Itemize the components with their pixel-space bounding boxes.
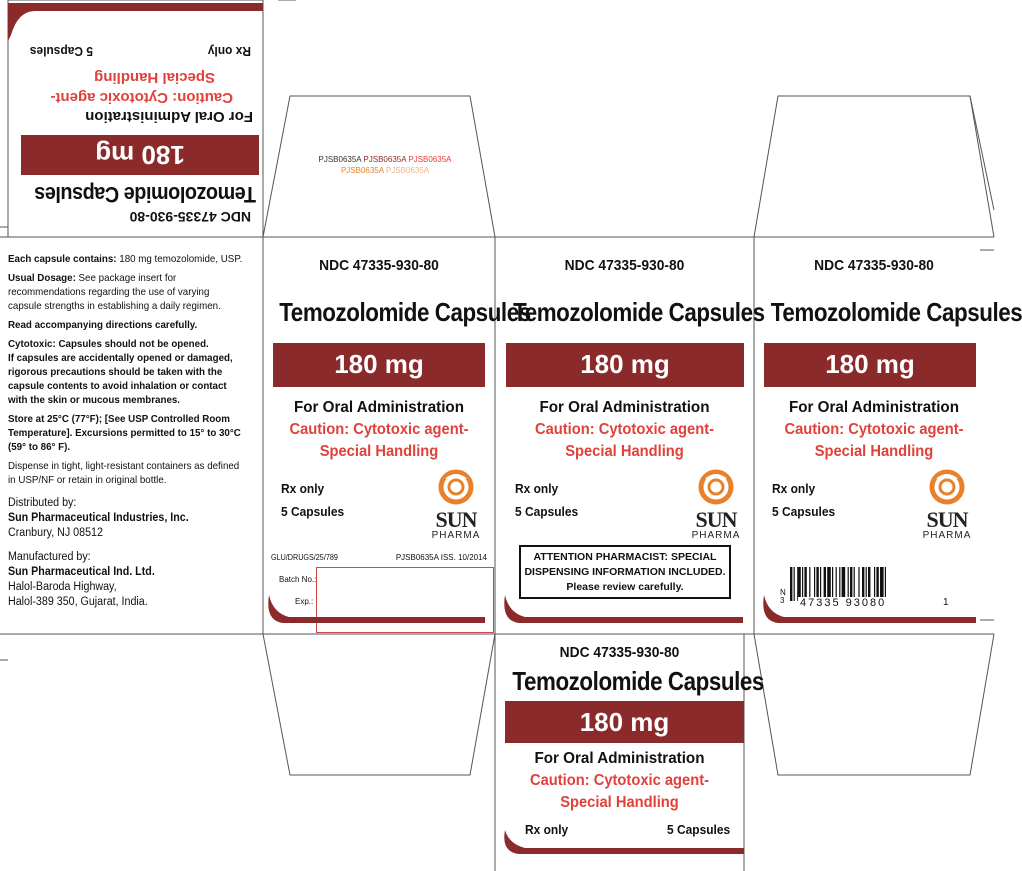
route-text: For Oral Administration (788, 399, 960, 416)
strength-band (505, 701, 744, 743)
strength-text: 180 mg (580, 349, 670, 379)
rx-only-text: Rx only (525, 822, 569, 837)
read-directions-paragraph: Read accompanying directions carefully. (8, 319, 198, 331)
capsule-count-text: 5 Capsules (772, 504, 836, 519)
ndc-text: NDC 47335-930-80 (129, 209, 251, 225)
exp-label: Exp.: (295, 597, 314, 606)
sun-logo-icon (438, 469, 474, 505)
flap-code: PJSB0635A (318, 155, 362, 164)
attention-line2: DISPENSING INFORMATION INCLUDED. (524, 566, 726, 578)
product-name: Temozolomide Capsules (770, 297, 1022, 327)
sun-pharma-logo: SUN PHARMA (421, 469, 491, 541)
red-swoosh-decoration (495, 830, 744, 858)
capsule-count-text: 5 Capsules (281, 504, 345, 519)
flap-code: PJSB0635A (385, 166, 430, 175)
batch-label: Batch No.: (279, 575, 317, 584)
sun-pharma-logo: SUN PHARMA (681, 469, 751, 541)
sun-pharma-logo: SUN PHARMA (912, 469, 982, 541)
capsule-count-text: 5 Capsules (515, 504, 579, 519)
cytotoxic-paragraph: Cytotoxic: Capsules should not be opened. (8, 338, 209, 350)
red-swoosh-decoration (263, 595, 495, 625)
storage-paragraph: Store at 25°C (77°F); [See USP Controlled Room Temperature]. Excursions permitted to 15° to 30°C (59° to 86° F). (8, 413, 241, 453)
caution-line1: Caution: Cytotoxic agent- (534, 421, 715, 438)
route-text: For Oral Administration (539, 399, 710, 416)
product-name: Temozolomide Capsules (512, 666, 764, 696)
caution-line1: Caution: Cytotoxic agent- (529, 772, 710, 789)
caution-line1: Caution: Cytotoxic agent- (289, 421, 469, 438)
attention-pharmacist-box (519, 545, 731, 599)
each-capsule-paragraph: Each capsule contains: 180 mg temozolomide, USP. (8, 253, 243, 265)
ndc-text: NDC 47335-930-80 (559, 644, 680, 661)
bottom-end-panel (495, 634, 764, 871)
product-name: Temozolomide Capsules (279, 297, 531, 327)
rx-only-text: Rx only (772, 481, 816, 496)
strength-band (506, 343, 744, 387)
license-text: GLU/DRUGS/25/789 (271, 553, 338, 562)
attention-line3: Please review carefully. (566, 581, 684, 593)
flap-code: PJSB0635A (408, 155, 452, 164)
flap-codes (300, 154, 470, 176)
ndc-text: NDC 47335-930-80 (319, 257, 439, 274)
red-swoosh-decoration (495, 595, 754, 625)
sun-logo-icon (929, 469, 965, 505)
strength-band (273, 343, 485, 387)
rx-only-text: Rx only (281, 481, 325, 496)
front-panel-1 (263, 237, 531, 634)
caution-line2: Special Handling (560, 794, 679, 811)
caution-line2: Special Handling (94, 69, 215, 86)
rx-only-text: Rx only (207, 44, 251, 59)
strength-text: 180 mg (579, 707, 670, 737)
capsule-count-text: 5 Capsules (29, 44, 93, 59)
caution-line2: Special Handling (565, 443, 684, 460)
barcode-right-digit: 1 (943, 597, 949, 608)
flap-code: PJSB0635A (340, 166, 384, 175)
red-swoosh-decoration (754, 595, 994, 625)
caution-line2: Special Handling (319, 443, 439, 460)
flap-code: PJSB0635A (363, 155, 407, 164)
red-swoosh-decoration (8, 1, 263, 41)
caution-line1: Caution: Cytotoxic agent- (50, 89, 233, 106)
product-name: Temozolomide Capsules (513, 297, 765, 327)
side-panel-info (8, 252, 242, 615)
top-left-flap (8, 0, 263, 237)
strength-band (764, 343, 976, 387)
product-name: Temozolomide Capsules (34, 182, 256, 207)
caution-line2: Special Handling (814, 443, 934, 460)
strength-text: 180 mg (95, 140, 185, 170)
route-text: For Oral Administration (293, 399, 465, 416)
code-issue-text: PJSB0635A ISS. 10/2014 (395, 553, 487, 562)
accident-paragraph: If capsules are accidentally opened or damaged, rigorous precautions should be taken with the capsule contents to avoid inhalation or contact with the skin or mucous membranes. (8, 352, 233, 406)
attention-line1: ATTENTION PHARMACIST: SPECIAL (533, 551, 717, 563)
usual-dosage-paragraph: Usual Dosage: See package insert for recommendations regarding the use of varying capsule strengths in establishing a daily regimen. (8, 272, 221, 312)
strength-text: 180 mg (334, 349, 424, 379)
strength-text: 180 mg (825, 349, 915, 379)
dispense-paragraph: Dispense in tight, light-resistant containers as defined in USP/NF or retain in original bottle. (8, 460, 240, 486)
route-text: For Oral Administration (85, 108, 253, 125)
sun-logo-icon (698, 469, 734, 505)
strength-band (21, 135, 259, 175)
barcode-digits: 47335 93080 (800, 597, 887, 609)
front-panel-2 (495, 237, 765, 634)
ndc-text: NDC 47335-930-80 (564, 257, 685, 274)
barcode-left-digit: N 3 (780, 588, 786, 605)
manufacturer-block: Manufactured by: Sun Pharmaceutical Ind. Ltd. Halol-Baroda Highway, Halol-389 350, Gujarat, India. (8, 551, 155, 608)
distributor-block: Distributed by: Sun Pharmaceutical Industries, Inc. Cranbury, NJ 08512 (8, 497, 189, 539)
front-panel-3 (754, 237, 1022, 634)
capsule-count-text: 5 Capsules (667, 822, 731, 837)
route-text: For Oral Administration (534, 750, 705, 767)
caution-line1: Caution: Cytotoxic agent- (784, 421, 964, 438)
ndc-text: NDC 47335-930-80 (814, 257, 934, 274)
rx-only-text: Rx only (515, 481, 559, 496)
